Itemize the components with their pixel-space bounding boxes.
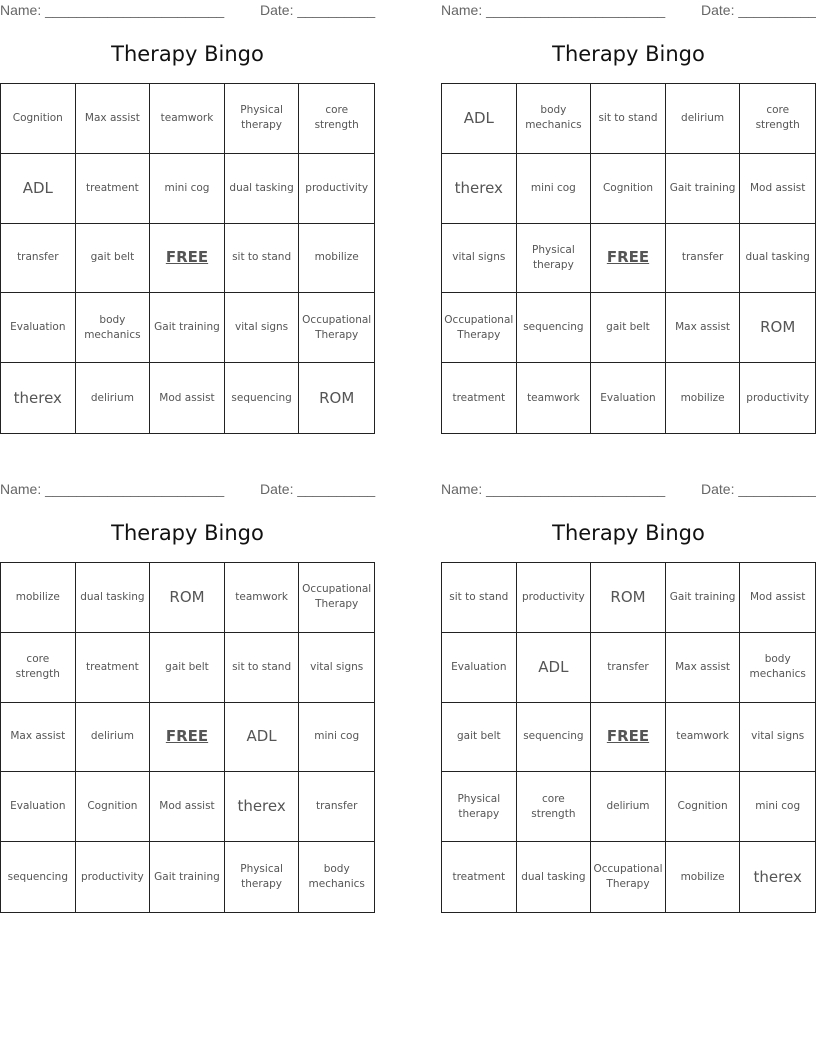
bingo-cell: core strength: [299, 84, 374, 154]
bingo-cell: Physical therapy: [442, 772, 517, 842]
bingo-cell: Physical therapy: [225, 842, 300, 912]
bingo-cell: sequencing: [517, 703, 592, 773]
bingo-cell: gait belt: [76, 224, 151, 294]
bingo-cell: Cognition: [591, 154, 666, 224]
bingo-cell: Evaluation: [442, 633, 517, 703]
bingo-cell: Cognition: [76, 772, 151, 842]
card-header: [0, 481, 375, 499]
free-space-cell: FREE: [150, 224, 225, 294]
bingo-cell: gait belt: [150, 633, 225, 703]
bingo-cell: Evaluation: [591, 363, 666, 433]
bingo-cell: core strength: [1, 633, 76, 703]
bingo-cell: dual tasking: [740, 224, 815, 294]
bingo-card-2: [441, 0, 816, 434]
date-field-label: Date: __________: [701, 2, 816, 18]
bingo-cell: ADL: [517, 633, 592, 703]
bingo-cell: dual tasking: [517, 842, 592, 912]
bingo-cell: transfer: [1, 224, 76, 294]
bingo-cell: teamwork: [150, 84, 225, 154]
bingo-card-4: [441, 479, 816, 913]
bingo-cell: therex: [753, 867, 802, 886]
bingo-cell: vital signs: [299, 633, 374, 703]
bingo-cell: sit to stand: [591, 84, 666, 154]
bingo-cell: ROM: [740, 293, 815, 363]
bingo-card-3: [0, 479, 375, 913]
card-header: [441, 2, 816, 20]
bingo-cell: Mod assist: [740, 563, 815, 633]
bingo-cell: Physical therapy: [225, 84, 300, 154]
bingo-cell: therex: [1, 363, 76, 433]
card-header: [441, 481, 816, 499]
bingo-cell: transfer: [591, 633, 666, 703]
bingo-cell: vital signs: [442, 224, 517, 294]
date-field-label: Date: __________: [701, 481, 816, 497]
name-field-label: Name: _______________________: [441, 2, 666, 18]
bingo-cell: delirium: [76, 363, 151, 433]
bingo-cell: Evaluation: [1, 772, 76, 842]
bingo-cell: mini cog: [740, 772, 815, 842]
bingo-grid: [441, 83, 816, 434]
bingo-cell: Occupational Therapy: [299, 563, 374, 633]
bingo-cell: core strength: [517, 772, 592, 842]
bingo-cell: productivity: [517, 563, 592, 633]
bingo-cell: body mechanics: [308, 863, 365, 891]
bingo-cell: Max assist: [1, 703, 76, 773]
bingo-cell: core strength: [740, 84, 815, 154]
bingo-cell: Occupational Therapy: [442, 293, 517, 363]
bingo-cell: teamwork: [666, 703, 741, 773]
bingo-cell: Gait training: [666, 154, 741, 224]
bingo-cell: sit to stand: [225, 224, 300, 294]
bingo-cell: gait belt: [442, 703, 517, 773]
free-space-cell: FREE: [150, 703, 225, 773]
free-space-cell: FREE: [591, 703, 666, 773]
name-field-label: Name: _______________________: [0, 481, 225, 497]
bingo-card-1: [0, 0, 375, 434]
bingo-cell: sequencing: [517, 293, 592, 363]
bingo-cell: teamwork: [225, 563, 300, 633]
bingo-cell: teamwork: [517, 363, 592, 433]
bingo-cell: Gait training: [666, 563, 741, 633]
name-field-label: Name: _______________________: [441, 481, 666, 497]
bingo-cell: sit to stand: [225, 633, 300, 703]
bingo-cell: ROM: [591, 563, 666, 633]
bingo-cell: transfer: [666, 224, 741, 294]
bingo-cell: Gait training: [150, 293, 225, 363]
bingo-cell: vital signs: [740, 703, 815, 773]
free-space-cell: FREE: [591, 224, 666, 294]
bingo-cell: delirium: [76, 703, 151, 773]
bingo-cell: Physical therapy: [517, 224, 592, 294]
bingo-cell: ADL: [442, 84, 517, 154]
bingo-cell: Gait training: [150, 842, 225, 912]
card-title: Therapy Bingo: [111, 521, 264, 545]
bingo-cell: transfer: [299, 772, 374, 842]
bingo-cell: Max assist: [666, 293, 741, 363]
bingo-grid: [441, 562, 816, 913]
bingo-cell: Occupational Therapy: [591, 842, 666, 912]
bingo-cell: therex: [442, 154, 517, 224]
bingo-cell: treatment: [76, 154, 151, 224]
bingo-cell: delirium: [591, 772, 666, 842]
card-title: Therapy Bingo: [552, 42, 705, 66]
bingo-cell: ROM: [319, 388, 355, 407]
bingo-cell: mini cog: [299, 703, 374, 773]
bingo-cell: delirium: [666, 84, 741, 154]
bingo-cell: sit to stand: [442, 563, 517, 633]
bingo-cell: dual tasking: [76, 563, 151, 633]
bingo-cell: Cognition: [1, 84, 76, 154]
bingo-cell: sequencing: [1, 842, 76, 912]
bingo-cell: mini cog: [150, 154, 225, 224]
bingo-cell: Mod assist: [740, 154, 815, 224]
date-field-label: Date: __________: [260, 481, 376, 497]
bingo-cell: productivity: [299, 154, 374, 224]
card-title: Therapy Bingo: [111, 42, 264, 66]
bingo-cell: body mechanics: [76, 293, 151, 363]
bingo-cell: productivity: [76, 842, 151, 912]
bingo-cell: treatment: [442, 363, 517, 433]
bingo-cell: mobilize: [666, 842, 741, 912]
bingo-cell: dual tasking: [225, 154, 300, 224]
bingo-cell: productivity: [746, 391, 810, 404]
bingo-cell: mobilize: [299, 224, 374, 294]
bingo-cell: ROM: [150, 563, 225, 633]
bingo-cell: mobilize: [1, 563, 76, 633]
bingo-cell: vital signs: [225, 293, 300, 363]
bingo-cell: Mod assist: [150, 772, 225, 842]
bingo-cell: Mod assist: [150, 363, 225, 433]
bingo-cell: Evaluation: [1, 293, 76, 363]
bingo-cell: body mechanics: [517, 84, 592, 154]
bingo-cell: Cognition: [666, 772, 741, 842]
bingo-cell: gait belt: [591, 293, 666, 363]
bingo-cell: therex: [225, 772, 300, 842]
bingo-cell: ADL: [225, 703, 300, 773]
card-header: [0, 2, 375, 20]
bingo-cell: ADL: [1, 154, 76, 224]
bingo-grid: [0, 562, 375, 913]
bingo-grid: [0, 83, 375, 434]
bingo-cell: treatment: [442, 842, 517, 912]
bingo-cell: treatment: [76, 633, 151, 703]
bingo-cell: Max assist: [666, 633, 741, 703]
card-title: Therapy Bingo: [552, 521, 705, 545]
name-field-label: Name: _______________________: [0, 2, 225, 18]
bingo-cell: body mechanics: [740, 633, 815, 703]
bingo-cell: sequencing: [225, 363, 300, 433]
bingo-cell: mini cog: [517, 154, 592, 224]
bingo-cell: mobilize: [666, 363, 741, 433]
date-field-label: Date: __________: [260, 2, 376, 18]
bingo-cell: Occupational Therapy: [299, 293, 374, 363]
bingo-cell: Max assist: [76, 84, 151, 154]
